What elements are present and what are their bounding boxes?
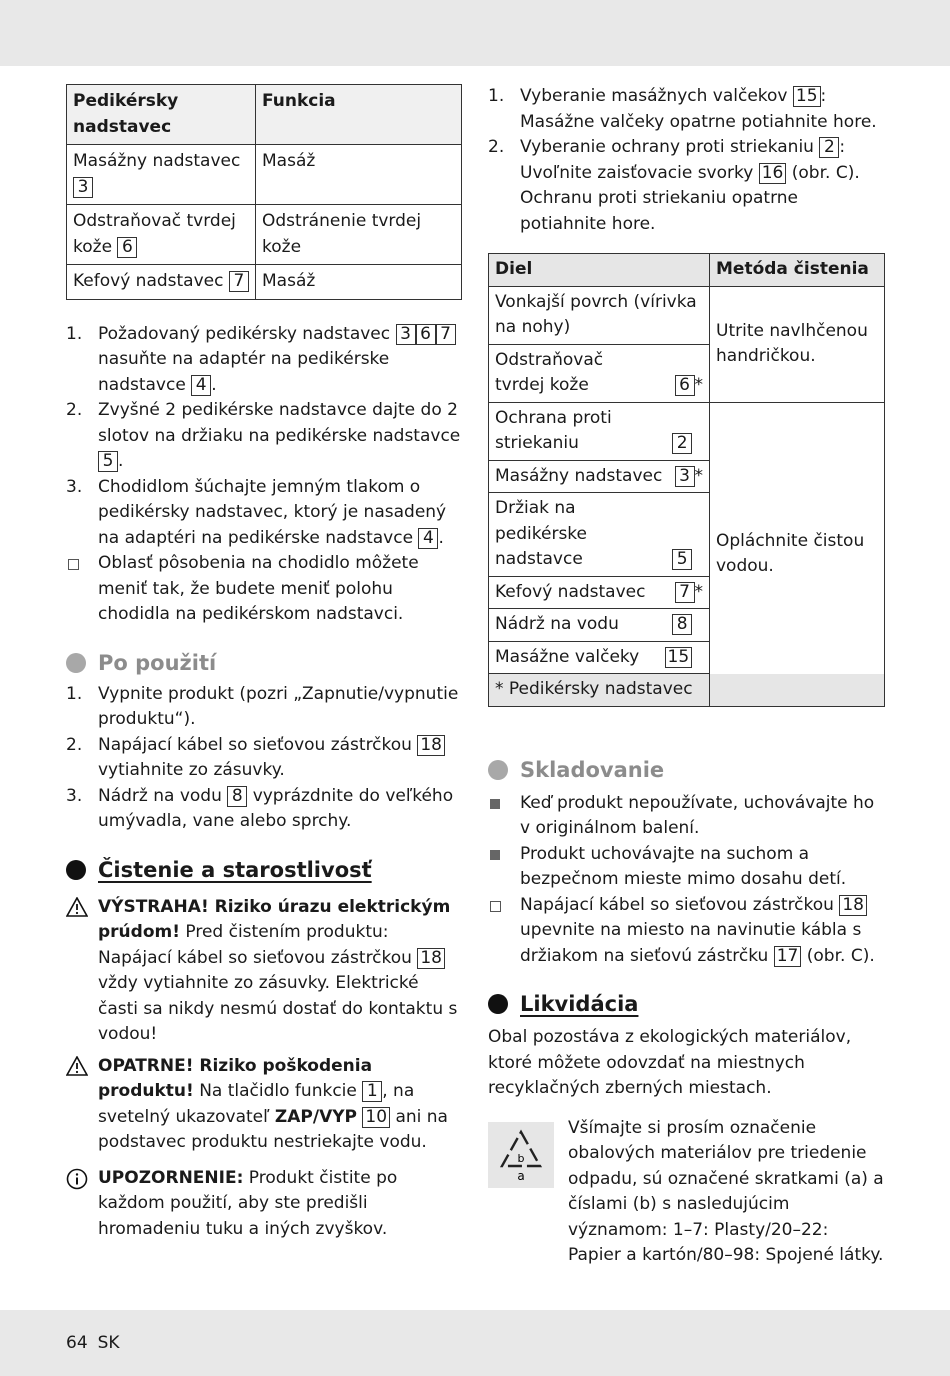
bullet-icon [488, 994, 508, 1014]
list-item: Napájací kábel so sieťovou zástrčkou 18 upevnite na miesto na navinutie kábla s držiakom na sieťovú zástrčku 17 (obr. C). [488, 893, 885, 970]
bottom-bar [0, 1310, 950, 1376]
caution-block: OPATRNE! Riziko poškodenia produktu! Na tlačidlo funkcie 1 , na svetelný ukazovateľ ZAP/VYP 10 ani na podstavec produktu nestriekajte vodu. [66, 1054, 462, 1156]
table-row: Masážny nadstavec 3 * [489, 460, 885, 493]
list-item: 1. Vypnite produkt (pozri „Zapnutie/vypnutie produktu“). [66, 683, 459, 729]
warning-icon [66, 1056, 88, 1076]
list-item: 3. Chodidlom šúchajte jemným tlakom o pedikérsky nadstavec, ktorý je nasadený na adaptéri na pedikérske nadstavce 4 . [66, 476, 447, 548]
recycle-icon [488, 1122, 554, 1188]
section-heading: Skladovanie [488, 755, 885, 785]
list-item: 2. Vyberanie ochrany proti striekaniu 2 : Uvoľnite zaisťovacie svorky 16 (obr. C). Ochranu proti striekaniu opatrne potiahnite hore. [488, 137, 860, 234]
table-row: Ochrana proti striekaniu 2 Opláchnite čistou vodou. [489, 402, 885, 460]
note-block: UPOZORNENIE: Produkt čistite po každom použití, aby ste predišli hromadeniu tuku a iných zvyškov. [66, 1166, 462, 1243]
bullet-icon [66, 653, 86, 673]
cleaning-table [488, 253, 885, 707]
section-heading: Likvidácia [488, 989, 885, 1019]
language-code: SK [97, 1333, 120, 1353]
list-item: 3. Nádrž na vodu 8 vyprázdnite do veľkého umývadla, vane alebo sprchy. [66, 785, 454, 831]
recycling-block [488, 1116, 885, 1269]
warning-block: VÝSTRAHA! Riziko úrazu elektrickým prúdom! Pred čistením produktu: Napájací kábel so sieťovou zástrčkou 18 vždy vytiahnite zo zásuvky. Elektrické časti sa nikdy nesmú dostať do kontaktu s vodou! [66, 895, 462, 1048]
warning-icon [66, 897, 88, 917]
tip-item: Oblasť pôsobenia na chodidlo môžete meniť tak, že budete meniť polohu chodidla na pedikérskom nadstavci. [66, 551, 462, 628]
svg-text:a: a [517, 1168, 525, 1183]
info-icon [66, 1168, 88, 1190]
page-number: 64 [66, 1333, 88, 1353]
section-heading: Čistenie a starostlivosť [66, 855, 462, 885]
bullet-icon [488, 760, 508, 780]
table-row: Masážne valčeky 15 [489, 641, 885, 674]
table-header: Pedikérsky nadstavec [67, 85, 256, 145]
table-row: Odstraňovač tvrdej kože 6 Odstránenie tvrdej kože [67, 205, 462, 265]
recycling-text: Všímajte si prosím označenie obalových materiálov pre triedenie odpadu, sú označené skratkami (a) a číslami (b) s nasledujúcim významom: 1–7: Plasty/20–22: Papier a kartón/80–98: Spojené látky. [568, 1117, 884, 1265]
table-row: Nádrž na vodu 8 [489, 609, 885, 642]
table-header: Metóda čistenia [710, 254, 885, 287]
attachment-table [66, 84, 462, 300]
right-column [488, 84, 885, 1269]
list-item: 1. Požadovaný pedikérsky nadstavec 3 6 7 nasuňte na adaptér na pedikérske nadstavce 4 . [66, 322, 462, 399]
checkbox-icon [68, 559, 79, 570]
list-item: 1. Vyberanie masážnych valčekov 15 : Masážne valčeky opatrne potiahnite hore. [488, 86, 877, 132]
square-bullet-icon [490, 799, 500, 809]
table-row: Vonkajší povrch (vírivka na nohy) Utrite navlhčenou handričkou. [489, 286, 885, 344]
disposal-text: Obal pozostáva z ekologických materiálov, ktoré môžete odovzdať na miestnych recyklačných zberných miestach. [488, 1027, 852, 1098]
svg-text:b: b [517, 1151, 525, 1165]
square-bullet-icon [490, 850, 500, 860]
table-row: Odstraňovač tvrdej kože 6 * [489, 344, 885, 402]
table-header: Funkcia [256, 85, 462, 145]
list-item: 2. Zvyšné 2 pedikérske nadstavce dajte do 2 slotov na držiaku na pedikérske nadstavce 5 . [66, 400, 461, 471]
table-header: Diel [489, 254, 710, 287]
table-row: Kefový nadstavec 7 * [489, 576, 885, 609]
table-row: Držiak na pedikérske nadstavce 5 [489, 493, 885, 577]
list-item: Keď produkt nepoužívate, uchovávajte ho v originálnom balení. [488, 791, 885, 842]
table-note: * Pedikérsky nadstavec [489, 674, 885, 707]
left-column [66, 84, 462, 1242]
page-footer [66, 1333, 120, 1353]
list-item: 2. Napájací kábel so sieťovou zástrčkou 18 vytiahnite zo zásuvky. [66, 733, 462, 784]
top-bar [0, 0, 950, 66]
list-item: Produkt uchovávajte na suchom a bezpečnom mieste mimo dosahu detí. [488, 842, 885, 893]
table-row: Masážny nadstavec 3 Masáž [67, 145, 462, 205]
bullet-icon [66, 860, 86, 880]
table-row: Kefový nadstavec 7 Masáž [67, 265, 462, 300]
section-heading: Po použití [66, 648, 462, 678]
checkbox-icon [490, 901, 501, 912]
